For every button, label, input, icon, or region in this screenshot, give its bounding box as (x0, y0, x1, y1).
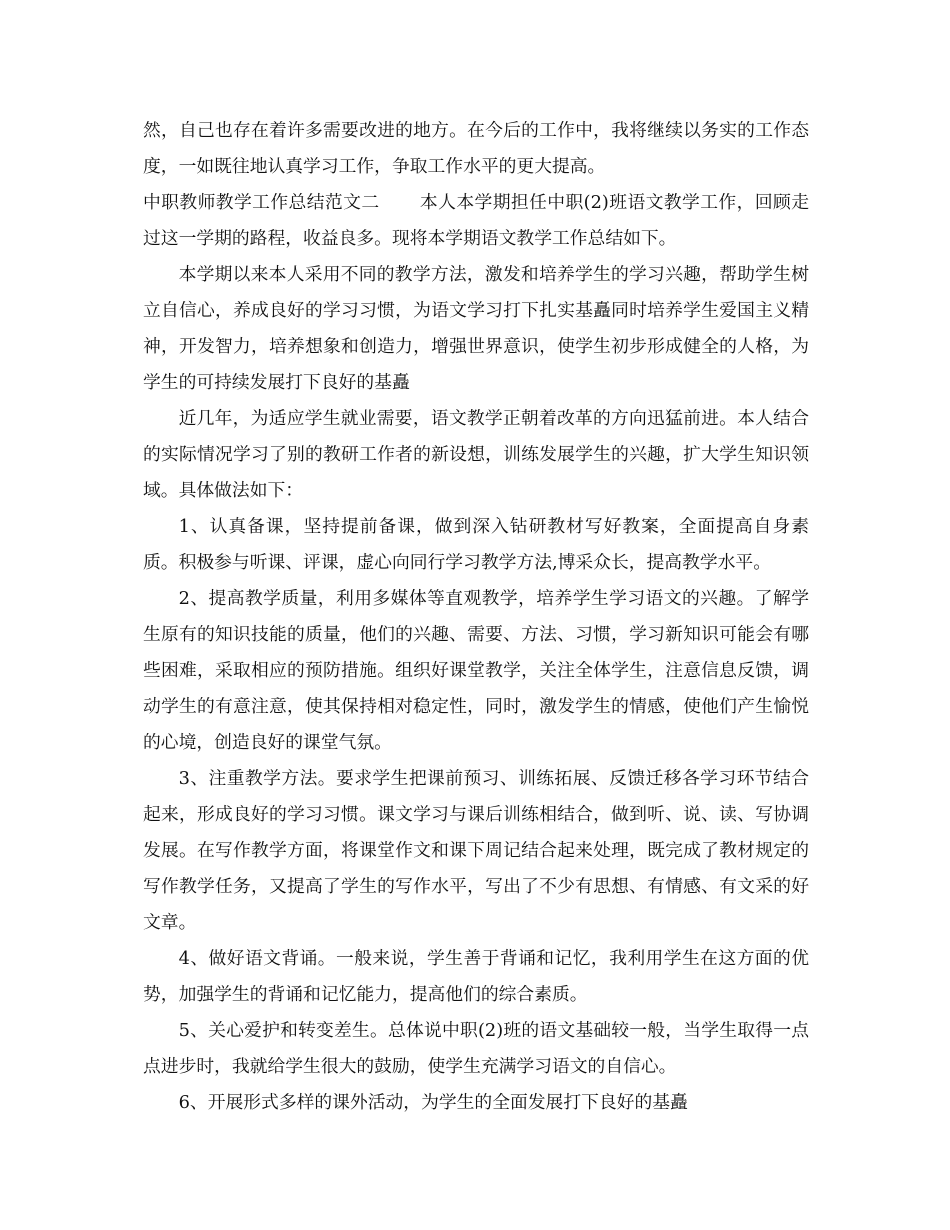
list-item-3: 3、注重教学方法。要求学生把课前预习、训练拓展、反馈迁移各学习环节结合起来，形成良好的学习习惯。课文学习与课后训练相结合，做到听、说、读、写协调发展。在写作教学方面，将课堂作文和课下周记结合起来处理，既完成了教材规定的写作教学任务，又提高了学生的写作水平，写出了不少有思想、有情感、有文采的好文章。 (143, 768, 809, 933)
document-page (143, 113, 809, 1121)
paragraph-continuation: 然，自己也存在着许多需要改进的地方。在今后的工作中，我将继续以务实的工作态度，一如既往地认真学习工作，争取工作水平的更大提高。 (143, 120, 809, 177)
list-item-1: 1、认真备课，坚持提前备课，做到深入钻研教材写好教案，全面提高自身素质。积极参与听课、评课，虚心向同行学习教学方法,博采众长，提高教学水平。 (143, 516, 809, 573)
list-item-4: 4、做好语文背诵。一般来说，学生善于背诵和记忆，我利用学生在这方面的优势，加强学生的背诵和记忆能力，提高他们的综合素质。 (143, 948, 809, 1005)
paragraph-reform: 近几年，为适应学生就业需要，语文教学正朝着改革的方向迅猛前进。本人结合的实际情况学习了别的教研工作者的新设想，训练发展学生的兴趣，扩大学生知识领域。具体做法如下： (143, 408, 809, 501)
section-heading-paragraph (143, 185, 809, 257)
paragraph-methods: 本学期以来本人采用不同的教学方法，激发和培养学生的学习兴趣，帮助学生树立自信心，养成良好的学习习惯，为语文学习打下扎实基矗同时培养学生爱国主义精神，开发智力，培养想象和创造力，增强世界意识，使学生初步形成健全的人格，为学生的可持续发展打下良好的基矗 (143, 264, 809, 393)
section-title: 中职教师教学工作总结范文二 (143, 192, 380, 213)
list-item-5: 5、关心爱护和转变差生。总体说中职(2)班的语文基础较一般，当学生取得一点点进步时，我就给学生很大的鼓励，使学生充满学习语文的自信心。 (143, 1020, 809, 1077)
list-item-6: 6、开展形式多样的课外活动，为学生的全面发展打下良好的基矗 (178, 1092, 688, 1113)
list-item-2: 2、提高教学质量，利用多媒体等直观教学，培养学生学习语文的兴趣。了解学生原有的知识技能的质量，他们的兴趣、需要、方法、习惯，学习新知识可能会有哪些困难，采取相应的预防措施。组织好课堂教学，关注全体学生，注意信息反馈，调动学生的有意注意，使其保持相对稳定性，同时，激发学生的情感，使他们产生愉悦的心境，创造良好的课堂气氛。 (143, 588, 809, 753)
section-intro: 本人本学期担任中职(2)班语文教学工作，回顾走过这一学期的路程，收益良多。现将本学期语文教学工作总结如下。 (143, 192, 809, 249)
